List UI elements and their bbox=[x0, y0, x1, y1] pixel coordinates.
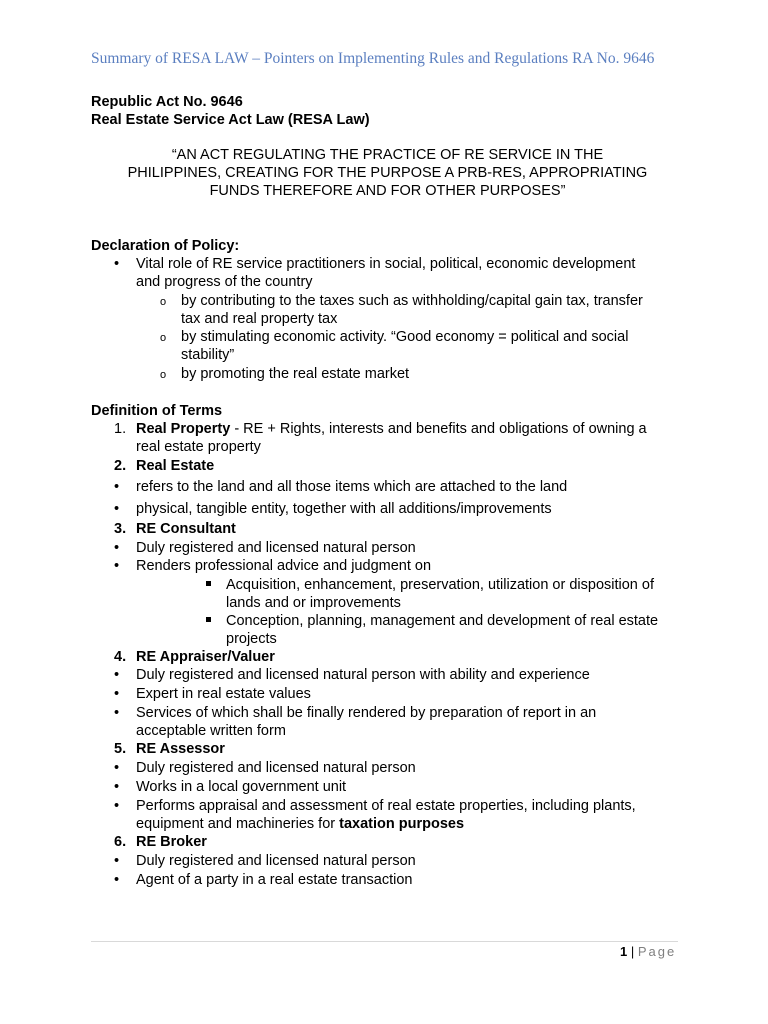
page-number-value: 1 bbox=[620, 944, 628, 959]
bullet-dot: • bbox=[114, 705, 120, 721]
term-bullet-line: Agent of a party in a real estate transaction bbox=[136, 872, 413, 888]
term-sub-line: Acquisition, enhancement, preservation, utilization or disposition of bbox=[226, 577, 654, 593]
term-bullet-line: Duly registered and licensed natural person bbox=[136, 853, 416, 869]
term-bullet-line: refers to the land and all those items which are attached to the land bbox=[136, 479, 568, 495]
act-description bbox=[100, 146, 675, 200]
term-bullet-line: Expert in real estate values bbox=[136, 686, 311, 702]
term-bullet-emphasis: taxation purposes bbox=[339, 816, 465, 832]
policy-sub-item-line: by contributing to the taxes such as withholding/capital gain tax, transfer bbox=[181, 293, 643, 309]
term-number: 5. bbox=[114, 741, 127, 757]
term-title: Real Estate bbox=[136, 458, 215, 474]
term-title: Real Property bbox=[136, 421, 231, 437]
sub-bullet-circle: o bbox=[160, 296, 167, 308]
policy-sub-item-line: tax and real property tax bbox=[181, 311, 338, 327]
act-number: Republic Act No. 9646 bbox=[91, 94, 243, 110]
terms-heading: Definition of Terms bbox=[91, 403, 223, 419]
policy-heading: Declaration of Policy: bbox=[91, 238, 240, 254]
term-definition: - RE + Rights, interests and benefits and obligations of owning a bbox=[230, 421, 647, 437]
act-description-line: FUNDS THEREFORE AND FOR OTHER PURPOSES” bbox=[209, 183, 566, 199]
square-bullet bbox=[206, 581, 211, 586]
term-number: 6. bbox=[114, 834, 127, 850]
page-number-separator: | bbox=[627, 944, 638, 959]
term-bullet-text: equipment and machineries for bbox=[136, 816, 340, 832]
term-title: RE Broker bbox=[136, 834, 207, 850]
policy-sub-item-line: by promoting the real estate market bbox=[181, 366, 410, 382]
term-bullet-line bbox=[136, 815, 464, 833]
page-label: Page bbox=[637, 944, 677, 959]
term-sub-line: lands and or improvements bbox=[226, 595, 401, 611]
term-bullet-line: physical, tangible entity, together with all additions/improvements bbox=[136, 501, 552, 517]
term-line: real estate property bbox=[136, 439, 261, 455]
term-bullet-line: Renders professional advice and judgment on bbox=[136, 558, 432, 574]
term-number: 4. bbox=[114, 649, 127, 665]
bullet-dot: • bbox=[114, 760, 120, 776]
square-bullet bbox=[206, 617, 211, 622]
act-description-line: PHILIPPINES, CREATING FOR THE PURPOSE A PRB-RES, APPROPRIATING bbox=[127, 165, 648, 181]
bullet-dot: • bbox=[114, 479, 120, 495]
sub-bullet-circle: o bbox=[160, 332, 167, 344]
term-number: 1. bbox=[114, 421, 127, 437]
bullet-dot: • bbox=[114, 853, 120, 869]
term-bullet-line: Duly registered and licensed natural person bbox=[136, 540, 416, 556]
page-number bbox=[620, 944, 676, 960]
bullet-dot: • bbox=[114, 501, 120, 517]
term-sub-line: projects bbox=[226, 631, 277, 647]
bullet-dot: • bbox=[114, 686, 120, 702]
bullet-dot: • bbox=[114, 872, 120, 888]
term-title: RE Appraiser/Valuer bbox=[136, 649, 275, 665]
term-title: RE Assessor bbox=[136, 741, 225, 757]
policy-item-line: Vital role of RE service practitioners in social, political, economic development bbox=[136, 256, 636, 272]
bullet-dot: • bbox=[114, 256, 120, 272]
term-number: 2. bbox=[114, 458, 127, 474]
bullet-dot: • bbox=[114, 667, 120, 683]
act-name: Real Estate Service Act Law (RESA Law) bbox=[91, 112, 370, 128]
term-bullet-line: acceptable written form bbox=[136, 723, 286, 739]
term-bullet-line: Works in a local government unit bbox=[136, 779, 347, 795]
bullet-dot: • bbox=[114, 798, 120, 814]
term-bullet-line: Duly registered and licensed natural person with ability and experience bbox=[136, 667, 590, 683]
term-bullet-line: Performs appraisal and assessment of real estate properties, including plants, bbox=[136, 798, 636, 814]
footer-divider bbox=[91, 941, 678, 942]
term-sub-line: Conception, planning, management and development of real estate bbox=[226, 613, 659, 629]
document-header-title: Summary of RESA LAW – Pointers on Implementing Rules and Regulations RA No. 9646 bbox=[91, 50, 655, 67]
term-title: RE Consultant bbox=[136, 521, 236, 537]
term-bullet-line: Services of which shall be finally rendered by preparation of report in an bbox=[136, 705, 597, 721]
bullet-dot: • bbox=[114, 558, 120, 574]
policy-sub-item-line: stability” bbox=[181, 347, 235, 363]
term-line bbox=[136, 420, 647, 438]
term-number: 3. bbox=[114, 521, 127, 537]
act-description-line: “AN ACT REGULATING THE PRACTICE OF RE SERVICE IN THE bbox=[171, 147, 604, 163]
bullet-dot: • bbox=[114, 540, 120, 556]
sub-bullet-circle: o bbox=[160, 369, 167, 381]
term-bullet-line: Duly registered and licensed natural person bbox=[136, 760, 416, 776]
policy-sub-item-line: by stimulating economic activity. “Good economy = political and social bbox=[181, 329, 629, 345]
bullet-dot: • bbox=[114, 779, 120, 795]
policy-item-line: and progress of the country bbox=[136, 274, 313, 290]
